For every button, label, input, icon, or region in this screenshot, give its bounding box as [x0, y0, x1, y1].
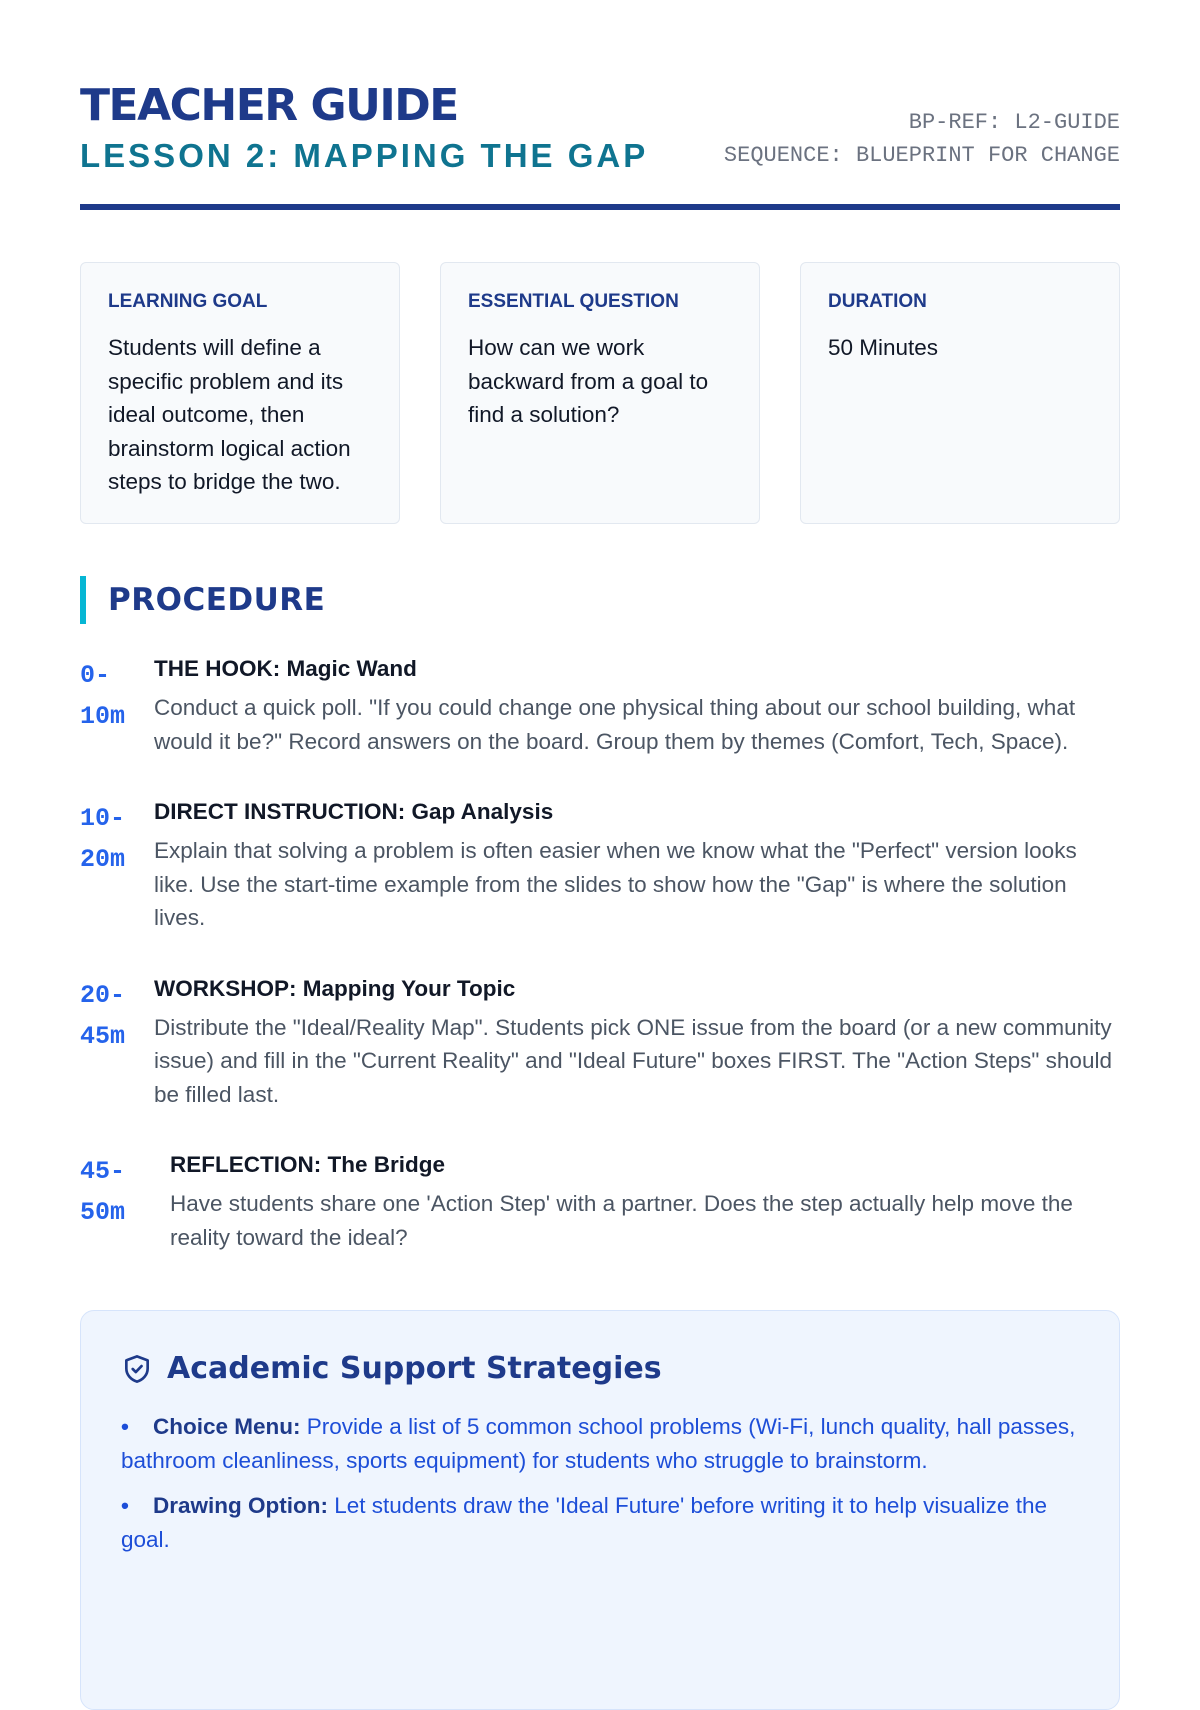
procedure-heading: PROCEDURE: [80, 576, 1120, 624]
support-header: [121, 1351, 1079, 1386]
step-time: 45- 50m: [80, 1157, 126, 1228]
step-time: 0- 10m: [80, 661, 126, 732]
procedure-step: [80, 975, 1120, 1112]
learning-goal-card: [80, 262, 400, 524]
list-item: [121, 1489, 1079, 1556]
card-label: ESSENTIAL QUESTION: [468, 291, 679, 313]
academic-support-panel: [80, 1310, 1120, 1710]
step-title: WORKSHOP: Mapping Your Topic: [154, 975, 516, 1001]
bullet-icon: •: [121, 1414, 129, 1440]
overview-cards: [80, 262, 1120, 524]
sequence-name: SEQUENCE: BLUEPRINT FOR CHANGE: [723, 143, 1120, 169]
item-text: Provide a list of 5 common school problems (Wi-Fi, lunch quality, hall passes, bathroom cleanliness, sports equipment) for students who struggle to brainstorm.: [121, 1414, 1076, 1473]
page-header: [80, 0, 1120, 210]
step-text: Conduct a quick poll. "If you could change one physical thing about our school building, what would it be?" Record answers on the board. Group them by themes (Comfort, Tech, Space).: [154, 695, 1076, 754]
procedure-step: [80, 1151, 1120, 1254]
bullet-icon: •: [121, 1493, 129, 1519]
reference-meta: [724, 106, 1120, 174]
reference-code: BP-REF: L2-GUIDE: [908, 110, 1120, 136]
card-text: 50 Minutes: [828, 335, 939, 361]
support-list: [121, 1410, 1079, 1556]
item-text: Let students draw the 'Ideal Future' before writing it to help visualize the goal.: [121, 1493, 1047, 1552]
procedure-steps: [80, 655, 1120, 1254]
list-item: [121, 1410, 1079, 1477]
step-text: Have students share one 'Action Step' with a partner. Does the step actually help move the reality toward the ideal?: [170, 1191, 1073, 1250]
step-time: 20- 45m: [80, 980, 126, 1051]
card-text: How can we work backward from a goal to find a solution?: [468, 335, 709, 428]
procedure-step: [80, 798, 1120, 935]
step-time: 10- 20m: [80, 804, 126, 875]
card-label: DURATION: [828, 291, 927, 313]
card-label: LEARNING GOAL: [108, 291, 268, 313]
page-title: TEACHER GUIDE: [80, 80, 458, 131]
procedure-step: [80, 655, 1120, 758]
duration-card: [800, 262, 1120, 524]
step-title: THE HOOK: Magic Wand: [154, 656, 417, 682]
step-body: [154, 975, 1120, 1112]
step-text: Distribute the "Ideal/Reality Map". Students pick ONE issue from the board (or a new community issue) and fill in the "Current Reality" and "Ideal Future" boxes FIRST. The "Action Steps" should be filled last.: [154, 1014, 1112, 1107]
item-lead: Drawing Option:: [153, 1493, 328, 1519]
step-title: REFLECTION: The Bridge: [170, 1152, 445, 1178]
card-text: Students will define a specific problem and its ideal outcome, then brainstorm logical action steps to bridge the two.: [108, 335, 351, 495]
item-lead: Choice Menu:: [153, 1414, 301, 1440]
step-text: Explain that solving a problem is often easier when we know what the "Perfect" version looks like. Use the start-time example from the slides to show how the "Gap" is where the solution lives.: [154, 838, 1077, 931]
title-block: [80, 80, 649, 174]
shield-check-icon: [121, 1353, 153, 1385]
step-body: [154, 655, 1120, 758]
essential-question-card: [440, 262, 760, 524]
step-body: [154, 798, 1120, 935]
support-title: Academic Support Strategies: [167, 1351, 662, 1387]
step-title: DIRECT INSTRUCTION: Gap Analysis: [154, 799, 554, 825]
step-body: [170, 1151, 1120, 1254]
lesson-subtitle: LESSON 2: MAPPING THE GAP: [80, 137, 649, 174]
